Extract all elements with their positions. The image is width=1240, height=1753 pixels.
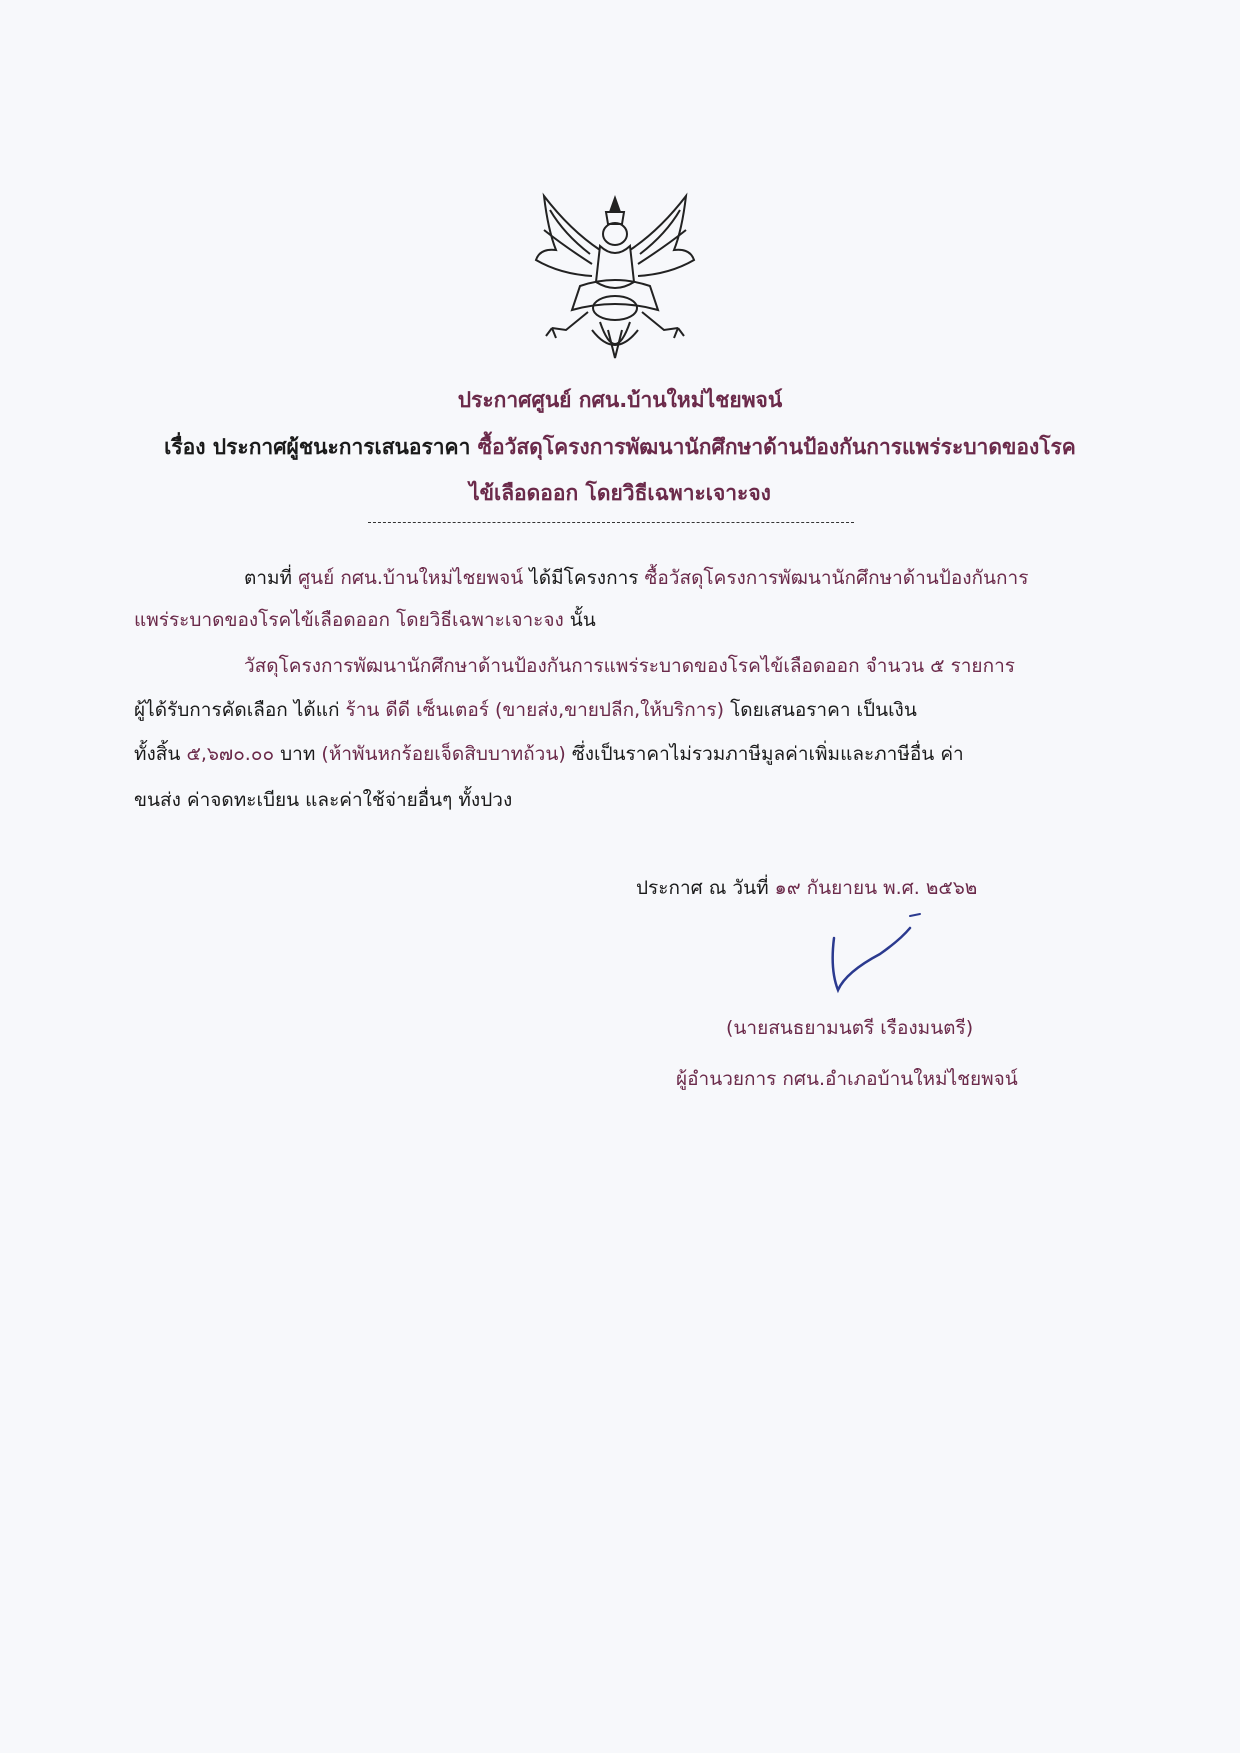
subject-prefix: เรื่อง ประกาศผู้ชนะการเสนอราคา: [164, 435, 471, 459]
title-line1: ประกาศศูนย์ กศน.บ้านใหม่ไชยพจน์: [457, 388, 783, 412]
p2-line2-c: โดยเสนอราคา เป็นเงิน: [730, 699, 917, 721]
paragraph2-line2: [134, 698, 917, 722]
announcement-date: [636, 876, 977, 900]
date-label: ประกาศ ณ วันที่: [636, 877, 769, 899]
signature-mark: [820, 910, 930, 1010]
signer-name: (นายสนธยามนตรี เรืองมนตรี): [726, 1017, 974, 1039]
signer-title: ผู้อำนวยการ กศน.อำเภอบ้านใหม่ไชยพจน์: [676, 1068, 1018, 1090]
announcement-subject-line3: [0, 480, 1240, 506]
p2-line1-b: จำนวน ๕ รายการ: [865, 655, 1015, 677]
p2-amount-words: (ห้าพันหกร้อยเจ็ดสิบบาทถ้วน): [321, 743, 566, 765]
subject-project: ซื้อวัสดุโครงการพัฒนานักศึกษาด้านป้องกันการแพร่ระบาดของโรค: [477, 435, 1076, 459]
p2-line2-b: ร้าน ดีดี เซ็นเตอร์ (ขายส่ง,ขายปลีก,ให้บริการ): [345, 699, 725, 721]
garuda-emblem-icon: [530, 190, 700, 370]
paragraph2-line3: [134, 742, 964, 766]
p2-line3-e: ซึ่งเป็นราคาไม่รวมภาษีมูลค่าเพิ่มและภาษีอื่น ค่า: [571, 743, 964, 765]
p1-text-d: ซื้อวัสดุโครงการพัฒนานักศึกษาด้านป้องกันการ: [644, 567, 1029, 589]
p1-text-a: ตามที่: [244, 567, 293, 589]
p2-line3-c: บาท: [280, 743, 316, 765]
paragraph1-line2: [134, 608, 596, 632]
announcement-subject: [0, 434, 1240, 460]
divider: [368, 522, 854, 523]
subject-line3: ไข้เลือดออก โดยวิธีเฉพาะเจาะจง: [469, 481, 771, 505]
p2-line1-a: วัสดุโครงการพัฒนานักศึกษาด้านป้องกันการแพร่ระบาดของโรคไข้เลือดออก: [244, 655, 860, 677]
p2-line2-a: ผู้ได้รับการคัดเลือก ได้แก่: [134, 699, 340, 721]
p1-line2-end: นั้น: [569, 609, 596, 631]
p2-line3-a: ทั้งสิ้น: [134, 743, 181, 765]
paragraph1-line1: [244, 566, 1028, 590]
date-value: ๑๙ กันยายน พ.ศ. ๒๕๖๒: [774, 877, 978, 899]
announcement-title: [0, 387, 1240, 413]
p1-line2: แพร่ระบาดของโรคไข้เลือดออก โดยวิธีเฉพาะเจาะจง: [134, 609, 564, 631]
paragraph2-line1: [244, 654, 1015, 678]
p1-text-c: ได้มีโครงการ: [529, 567, 639, 589]
p2-line4: ขนส่ง ค่าจดทะเบียน และค่าใช้จ่ายอื่นๆ ทั้งปวง: [134, 789, 513, 811]
paragraph2-line4: [134, 788, 512, 812]
p2-amount: ๕,๖๗๐.๐๐: [186, 743, 275, 765]
p1-text-b: ศูนย์ กศน.บ้านใหม่ไชยพจน์: [298, 567, 524, 589]
